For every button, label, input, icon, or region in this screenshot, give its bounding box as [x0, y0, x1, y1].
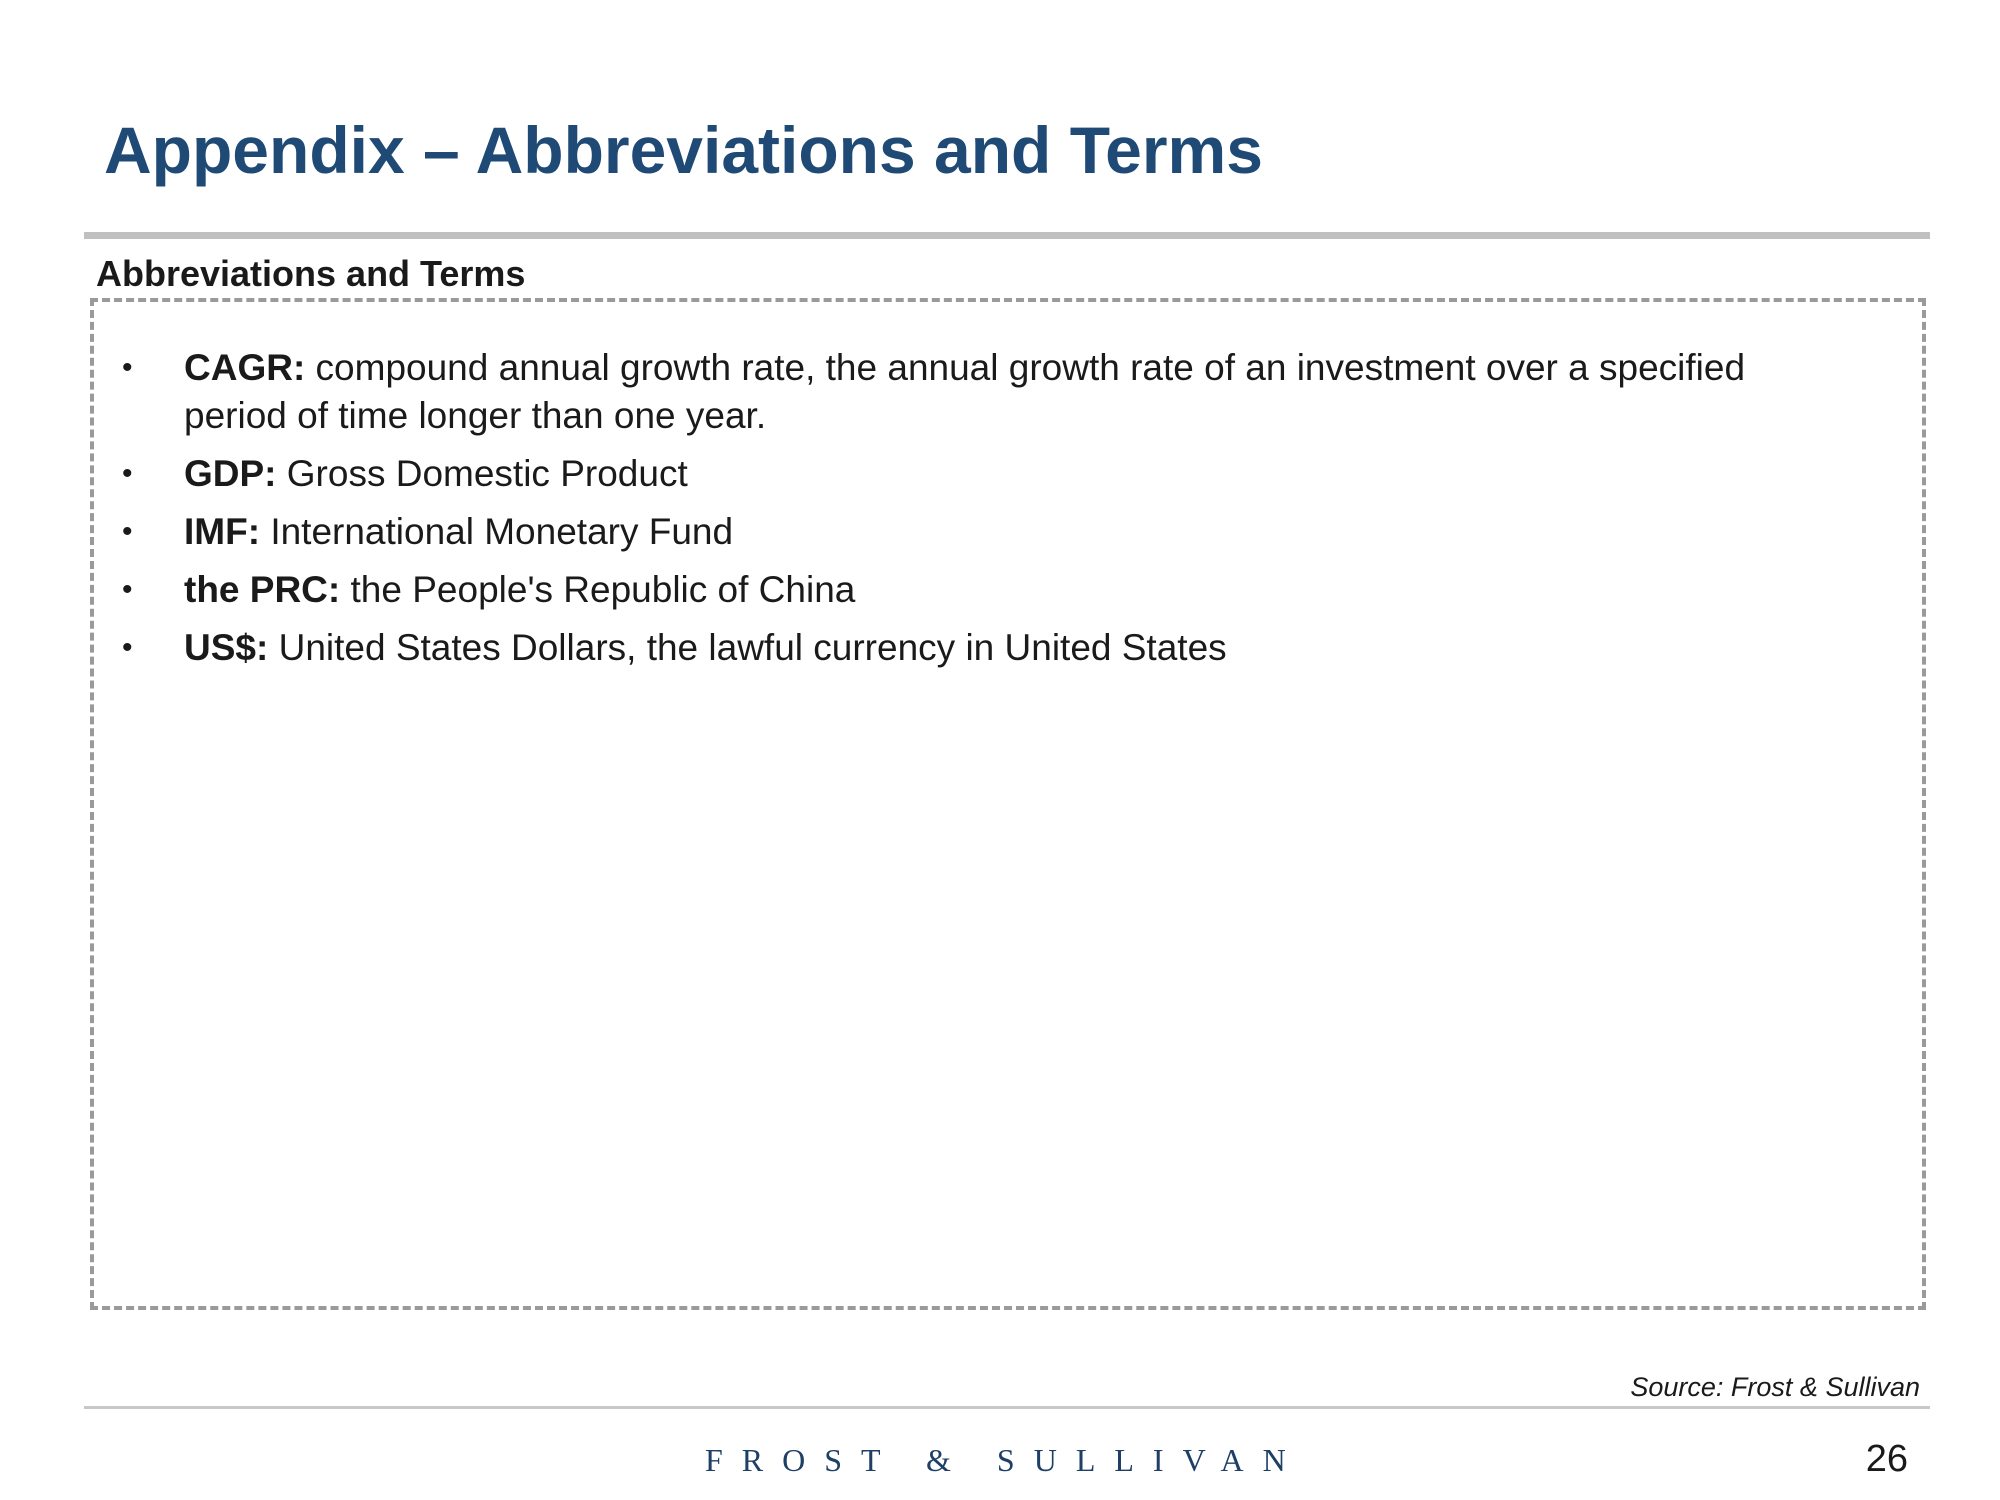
- term-name: IMF:: [184, 511, 261, 552]
- page-number: 26: [1865, 1438, 1908, 1480]
- terms-list: [94, 344, 1784, 682]
- term-name: US$:: [184, 627, 269, 668]
- company-logo: FROST & SULLIVAN: [705, 1442, 1305, 1478]
- bullet-icon: •: [122, 631, 133, 664]
- bullet-icon: •: [122, 515, 133, 548]
- term-name: GDP:: [184, 453, 277, 494]
- list-item: [94, 624, 1784, 672]
- bullet-icon: •: [122, 457, 133, 490]
- footer-divider: [84, 1406, 1930, 1409]
- term-name: CAGR:: [184, 347, 306, 388]
- section-heading: Abbreviations and Terms: [96, 253, 526, 294]
- list-item: [94, 344, 1784, 440]
- list-item: [94, 508, 1784, 556]
- bullet-icon: •: [122, 573, 133, 606]
- term-definition: the People's Republic of China: [350, 569, 856, 610]
- bullet-icon: •: [122, 351, 133, 384]
- list-item: [94, 450, 1784, 498]
- term-definition: compound annual growth rate, the annual growth rate of an investment over a specified period of time longer than one year.: [184, 347, 1746, 436]
- term-definition: Gross Domestic Product: [286, 453, 688, 494]
- source-note: Source: Frost & Sullivan: [1630, 1372, 1920, 1402]
- terms-box: [90, 298, 1926, 1310]
- list-item: [94, 566, 1784, 614]
- term-name: the PRC:: [184, 569, 341, 610]
- page-title: Appendix – Abbreviations and Terms: [104, 113, 1263, 187]
- title-divider: [84, 232, 1930, 239]
- term-definition: International Monetary Fund: [270, 511, 734, 552]
- term-definition: United States Dollars, the lawful currency in United States: [278, 627, 1227, 668]
